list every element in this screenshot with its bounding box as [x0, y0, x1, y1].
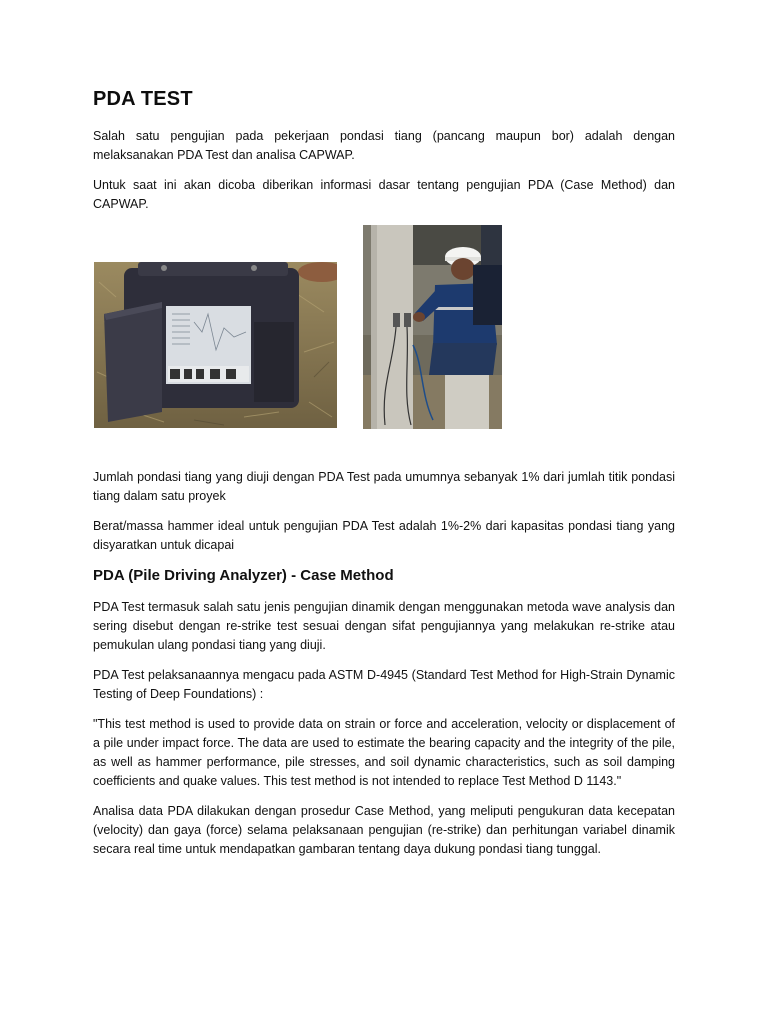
photo-row — [93, 225, 675, 441]
section-paragraph-2: PDA Test pelaksanaannya mengacu pada ASTM D-4945 (Standard Test Method for High-Strain Dynamic Testing of Deep Foundations) : — [93, 668, 675, 701]
astm-quote-paragraph: "This test method is used to provide data on strain or force and acceleration, velocity or displacement of a pile under impact force. The data are used to estimate the bearing capacity and the integrity of the pile, as well as hammer performance, pile stresses, and soil dynamic characteristics, such as soil damping coefficients and quake values. This test method is not intended to replace Test Method D 1143." — [93, 717, 675, 788]
pda-device-photo — [94, 262, 337, 428]
page-title: PDA TEST — [93, 88, 193, 110]
document-page — [93, 88, 675, 870]
body-paragraph-2: Berat/massa hammer ideal untuk pengujian PDA Test adalah 1%-2% dari kapasitas pondasi tiang yang disyaratkan untuk dicapai — [93, 519, 675, 552]
section-heading: PDA (Pile Driving Analyzer) - Case Method — [93, 567, 394, 584]
worker-pile-photo — [363, 225, 502, 429]
intro-paragraph-2: Untuk saat ini akan dicoba diberikan informasi dasar tentang pengujian PDA (Case Method) dan CAPWAP. — [93, 178, 675, 211]
body-paragraph-1: Jumlah pondasi tiang yang diuji dengan PDA Test pada umumnya sebanyak 1% dari jumlah titik pondasi tiang dalam satu proyek — [93, 470, 675, 503]
intro-paragraph-1: Salah satu pengujian pada pekerjaan pondasi tiang (pancang maupun bor) adalah dengan melaksanakan PDA Test dan analisa CAPWAP. — [93, 129, 675, 162]
section-paragraph-4: Analisa data PDA dilakukan dengan prosedur Case Method, yang meliputi pengukuran data kecepatan (velocity) dan gaya (force) selama pelaksanaan pengujian (re-strike) dan perhitungan variabel dinamik secara real time untuk mendapatkan gambaran tentang daya dukung pondasi tiang tunggal. — [93, 804, 675, 856]
section-paragraph-1: PDA Test termasuk salah satu jenis pengujian dinamik dengan menggunakan metoda wave analysis dan sering disebut dengan re-strike test sesuai dengan sifat pengujiannya yang melakukan re-strike atau pemukulan ulang pondasi tiang yang diuji. — [93, 600, 675, 652]
